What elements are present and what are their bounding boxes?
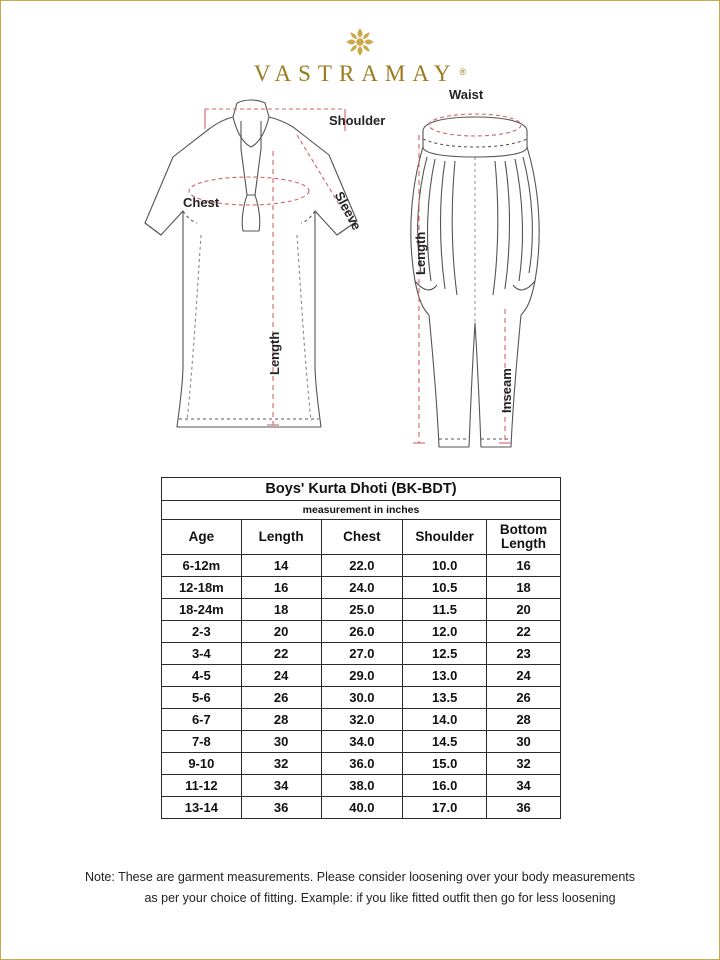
label-kurta-length: Length [267, 331, 282, 375]
cell-length: 36 [241, 797, 321, 819]
cell-chest: 22.0 [321, 555, 403, 577]
cell-chest: 26.0 [321, 621, 403, 643]
table-row [162, 709, 561, 731]
cell-age: 6-12m [162, 555, 242, 577]
cell-shoulder: 14.0 [403, 709, 487, 731]
cell-bottom-length: 24 [487, 665, 561, 687]
cell-chest: 34.0 [321, 731, 403, 753]
cell-bottom-length: 16 [487, 555, 561, 577]
cell-length: 24 [241, 665, 321, 687]
brand-name: VASTRAMAY [253, 61, 458, 86]
cell-chest: 25.0 [321, 599, 403, 621]
cell-shoulder: 13.0 [403, 665, 487, 687]
cell-chest: 32.0 [321, 709, 403, 731]
label-sleeve: Sleeve [331, 189, 365, 233]
footer-note [1, 867, 719, 908]
cell-length: 18 [241, 599, 321, 621]
cell-chest: 30.0 [321, 687, 403, 709]
header-bottom-length-line2: Length [501, 536, 547, 552]
header-age: Age [162, 520, 242, 555]
cell-chest: 27.0 [321, 643, 403, 665]
illustrations [1, 87, 719, 477]
table-title: Boys' Kurta Dhoti (BK-BDT) [162, 478, 561, 501]
label-dhoti-length: Length [413, 231, 428, 275]
table-row [162, 731, 561, 753]
cell-shoulder: 17.0 [403, 797, 487, 819]
cell-age: 6-7 [162, 709, 242, 731]
cell-length: 26 [241, 687, 321, 709]
table-header-row [162, 520, 561, 555]
header-bottom-length-line1: Bottom [499, 522, 548, 537]
cell-shoulder: 10.0 [403, 555, 487, 577]
cell-bottom-length: 34 [487, 775, 561, 797]
cell-bottom-length: 28 [487, 709, 561, 731]
cell-bottom-length: 26 [487, 687, 561, 709]
registered-mark: ® [459, 66, 467, 77]
cell-length: 34 [241, 775, 321, 797]
header-bottom-length [487, 520, 561, 555]
header-chest: Chest [321, 520, 403, 555]
table-row [162, 555, 561, 577]
cell-age: 12-18m [162, 577, 242, 599]
cell-shoulder: 13.5 [403, 687, 487, 709]
cell-chest: 24.0 [321, 577, 403, 599]
kurta-illustration [121, 95, 411, 460]
cell-length: 16 [241, 577, 321, 599]
cell-bottom-length: 23 [487, 643, 561, 665]
label-waist: Waist [449, 87, 484, 102]
cell-age: 5-6 [162, 687, 242, 709]
cell-length: 28 [241, 709, 321, 731]
cell-chest: 29.0 [321, 665, 403, 687]
dhoti-illustration [393, 87, 573, 470]
cell-length: 30 [241, 731, 321, 753]
cell-shoulder: 11.5 [403, 599, 487, 621]
cell-bottom-length: 32 [487, 753, 561, 775]
table-row [162, 775, 561, 797]
table-row [162, 577, 561, 599]
cell-bottom-length: 18 [487, 577, 561, 599]
cell-age: 13-14 [162, 797, 242, 819]
label-shoulder: Shoulder [329, 113, 386, 128]
cell-shoulder: 14.5 [403, 731, 487, 753]
cell-age: 2-3 [162, 621, 242, 643]
cell-age: 11-12 [162, 775, 242, 797]
cell-bottom-length: 30 [487, 731, 561, 753]
cell-age: 3-4 [162, 643, 242, 665]
cell-length: 20 [241, 621, 321, 643]
cell-shoulder: 12.5 [403, 643, 487, 665]
header-length: Length [241, 520, 321, 555]
label-inseam: Inseam [499, 368, 514, 413]
cell-shoulder: 10.5 [403, 577, 487, 599]
table-row [162, 797, 561, 819]
cell-chest: 36.0 [321, 753, 403, 775]
cell-bottom-length: 20 [487, 599, 561, 621]
header-shoulder: Shoulder [403, 520, 487, 555]
cell-shoulder: 12.0 [403, 621, 487, 643]
cell-age: 18-24m [162, 599, 242, 621]
cell-bottom-length: 36 [487, 797, 561, 819]
table-row [162, 643, 561, 665]
floral-ornament-icon [343, 25, 377, 59]
cell-bottom-length: 22 [487, 621, 561, 643]
unit-note: measurement in inches [162, 501, 561, 520]
table-title-row [162, 478, 561, 501]
size-table-container [161, 477, 561, 819]
label-chest: Chest [183, 195, 220, 210]
brand-header [1, 1, 719, 87]
cell-length: 14 [241, 555, 321, 577]
cell-length: 22 [241, 643, 321, 665]
note-line-2: as per your choice of fitting. Example: if you like fitted outfit then go for less loosening [144, 890, 616, 905]
cell-age: 7-8 [162, 731, 242, 753]
table-row [162, 599, 561, 621]
table-row [162, 621, 561, 643]
size-table [161, 477, 561, 819]
cell-age: 4-5 [162, 665, 242, 687]
table-row [162, 687, 561, 709]
table-row [162, 665, 561, 687]
table-row [162, 753, 561, 775]
cell-chest: 38.0 [321, 775, 403, 797]
table-unit-row [162, 501, 561, 520]
cell-length: 32 [241, 753, 321, 775]
note-line-1: Note: These are garment measurements. Please consider loosening over your body measurements [84, 870, 636, 884]
cell-shoulder: 16.0 [403, 775, 487, 797]
cell-shoulder: 15.0 [403, 753, 487, 775]
cell-age: 9-10 [162, 753, 242, 775]
cell-chest: 40.0 [321, 797, 403, 819]
